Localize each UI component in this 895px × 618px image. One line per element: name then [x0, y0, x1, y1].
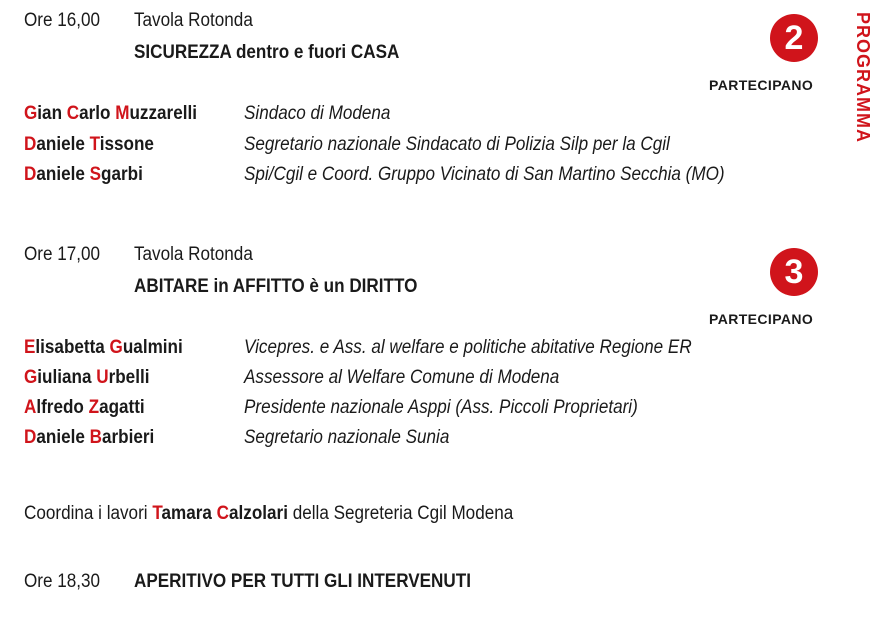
session-2-type: Tavola Rotonda	[134, 10, 253, 31]
participant-role: Sindaco di Modena	[244, 103, 391, 124]
closing-title: APERITIVO PER TUTTI GLI INTERVENUTI	[134, 571, 471, 592]
participant-name: Daniele Sgarbi	[24, 164, 143, 185]
participant-role: Segretario nazionale Sindacato di Polizia Silp per la Cgil	[244, 134, 670, 155]
session-3-time: Ore 17,00	[24, 244, 101, 265]
participant-name: Daniele Tissone	[24, 134, 154, 155]
session-3-participants-label: PARTECIPANO	[709, 311, 814, 327]
participant-name: Gian Carlo Muzzarelli	[24, 103, 197, 124]
participant-role: Spi/Cgil e Coord. Gruppo Vicinato di San Martino Secchia (MO)	[244, 164, 725, 185]
session-2-time: Ore 16,00	[24, 10, 101, 31]
session-2-participants-label: PARTECIPANO	[709, 77, 814, 93]
session-2-number-badge: 2	[770, 14, 818, 62]
participant-name: Giuliana Urbelli	[24, 367, 150, 388]
closing-time: Ore 18,30	[24, 571, 101, 592]
participant-role: Vicepres. e Ass. al welfare e politiche abitative Regione ER	[244, 337, 692, 358]
programma-side-label: PROGRAMMA	[853, 12, 873, 143]
participant-role: Segretario nazionale Sunia	[244, 427, 450, 448]
participant-name: Alfredo Zagatti	[24, 397, 145, 418]
session-2-title: SICUREZZA dentro e fuori CASA	[134, 42, 400, 63]
session-3-title: ABITARE in AFFITTO è un DIRITTO	[134, 276, 418, 297]
participant-name: Daniele Barbieri	[24, 427, 155, 448]
participant-role: Assessore al Welfare Comune di Modena	[244, 367, 560, 388]
participant-role: Presidente nazionale Asppi (Ass. Piccoli Proprietari)	[244, 397, 638, 418]
session-3-type: Tavola Rotonda	[134, 244, 253, 265]
participant-name: Elisabetta Gualmini	[24, 337, 183, 358]
session-3-number-badge: 3	[770, 248, 818, 296]
coordination-line: Coordina i lavori Tamara Calzolari della Segreteria Cgil Modena	[24, 503, 514, 524]
